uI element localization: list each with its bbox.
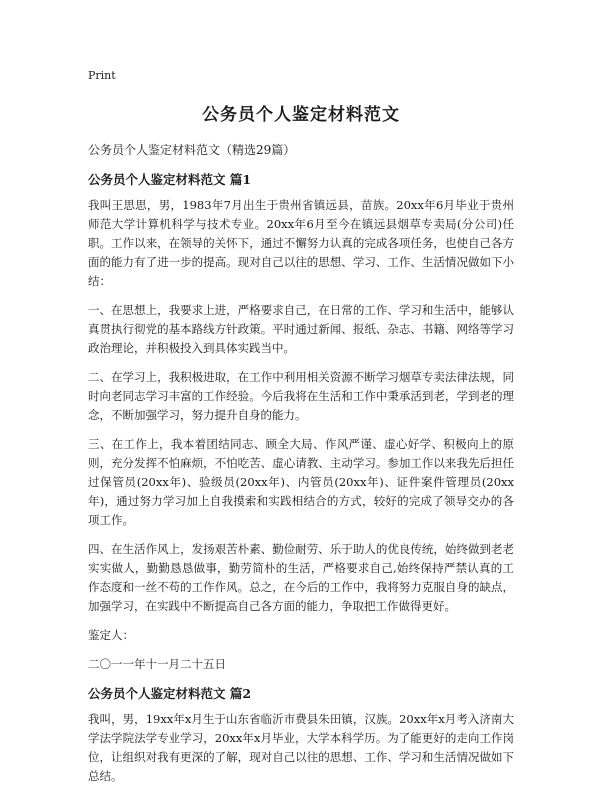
document-page <box>88 68 514 796</box>
section-1 <box>88 170 514 674</box>
section-heading: 公务员个人鉴定材料范文 篇1 <box>88 172 252 187</box>
paragraph: 三、在工作上，我本着团结同志、顾全大局、作风严谨、虚心好学、积极向上的原则，充分发挥不怕麻烦，不怕吃苦、虚心请教、主动学习。参加工作以来我先后担任过保管员(20xx年)、验级员(20xx年)、内管员(20xx年)、证件案件管理员(20xx年)，通过努力学习加上自我摸索和实践相结合的方式，较好的完成了领导交办的各项工作。 <box>88 437 514 527</box>
paragraph: 四、在生活作风上，发扬艰苦朴素、勤俭耐劳、乐于助人的优良传统，始终做到老老实实做人，勤勤恳恳做事，勤劳简朴的生活，严格要求自己,始终保持严禁认真的工作态度和一丝不苟的工作作风。总之，在今后的工作中，我将努力克服自身的缺点，加强学习，在实践中不断提高自己各方面的能力，争取把工作做得更好。 <box>88 542 514 613</box>
paragraph: 一、在思想上，我要求上进，严格要求自己，在日常的工作、学习和生活中，能够认真贯执行彻党的基本路线方针政策。平时通过新闻、报纸、杂志、书籍、网络等学习政治理论，并积极投入到具体实践当中。 <box>88 303 514 355</box>
paragraph: 我叫王思思，男，1983年7月出生于贵州省镇远县，苗族。20xx年6月毕业于贵州师范大学计算机科学与技术专业。20xx年6月至今在镇远县烟草专卖局(分公司)任职。工作以来，在领导的关怀下，通过不懈努力认真的完成各项任务，也使自己各方面的能力有了进一步的提高。现对自己以往的思想、学习、工作、生活情况做如下小结： <box>88 198 514 288</box>
appraiser-label: 鉴定人： <box>88 628 134 642</box>
section-2 <box>88 684 514 786</box>
print-label[interactable]: Print <box>88 69 116 82</box>
section-heading: 公务员个人鉴定材料范文 篇2 <box>88 686 252 701</box>
paragraph: 二、在学习上，我积极进取，在工作中利用相关资源不断学习烟草专卖法律法规，同时向老同志学习丰富的工作经验。今后我将在生活和工作中秉承活到老，学到老的理念，不断加强学习，努力提升自身的能力。 <box>88 370 514 422</box>
document-title: 公务员个人鉴定材料范文 <box>202 105 400 125</box>
signature-date: 二〇一一年十一月二十五日 <box>88 657 226 671</box>
document-subtitle: 公务员个人鉴定材料范文（精选29篇） <box>88 143 296 157</box>
paragraph: 我叫，男，19xx年x月生于山东省临沂市费县朱田镇，汉族。20xx年x月考入济南大学法学院法学专业学习，20xx年x月毕业，大学本科学历。为了能更好的走向工作岗位，让组织对我有更深的了解，现对自己以往的思想、工作、学习和生活情况做如下总结。 <box>88 712 514 783</box>
